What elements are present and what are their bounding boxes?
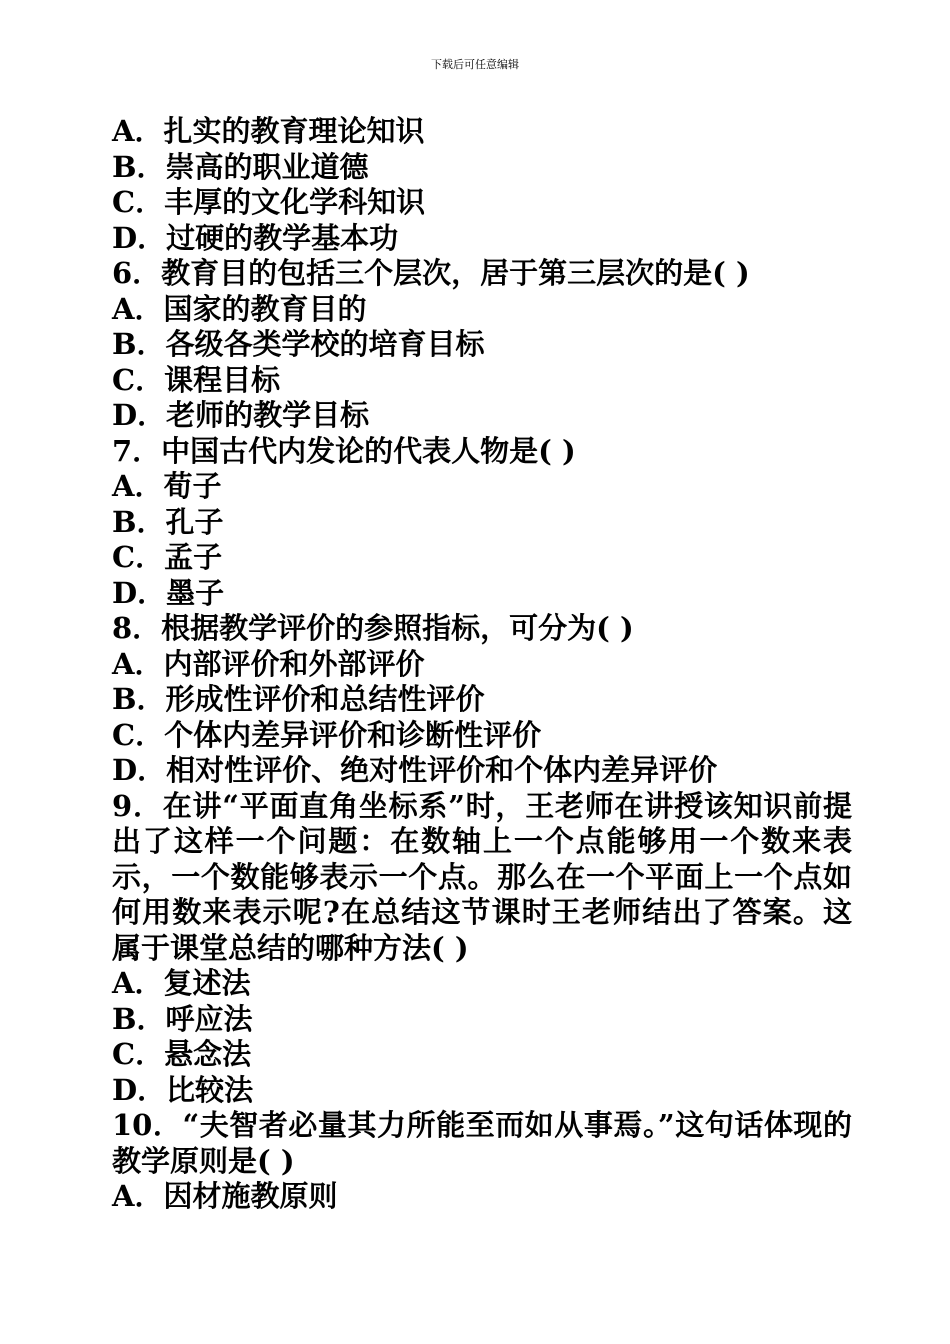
- option-a-q6: A．国家的教育目的: [112, 291, 367, 326]
- option-a-q10: A．因材施教原则: [112, 1179, 338, 1213]
- option-d-q9: D．比较法: [112, 1072, 254, 1107]
- option-a-q8: A．内部评价和外部评价: [112, 646, 425, 681]
- option-b-q6: B．各级各类学校的培育目标: [112, 327, 485, 361]
- question-10: 10．“夫智者必量其力所能至而如从事焉。”这句话体现的教学原则是( ): [112, 1108, 852, 1178]
- question-9: 9．在讲“平面直角坐标系”时，王老师在讲授该知识前提出了这样一个问题：在数轴上一个点能够用一个数来表示，一个数能够表示一个点。那么在一个平面上一个点如何用数来表示呢?在总结这节课时王老师结出了答案。这属于课堂总结的哪种方法( ): [112, 788, 852, 965]
- option-a-q5: A．扎实的教育理论知识: [112, 114, 425, 148]
- page-header: 下载后可任意编辑: [431, 58, 519, 71]
- option-c-q5: C．丰厚的文化学科知识: [112, 185, 426, 219]
- option-d-q5: D．过硬的教学基本功: [112, 220, 399, 255]
- question-7: 7．中国古代内发论的代表人物是( ): [112, 433, 576, 468]
- question-6: 6．教育目的包括三个层次，居于第三层次的是( ): [112, 256, 750, 290]
- option-a-q7: A．荀子: [112, 469, 222, 503]
- option-c-q6: C．课程目标: [112, 362, 281, 397]
- option-d-q7: D．墨子: [112, 575, 225, 610]
- option-d-q8: D．相对性评价、绝对性评价和个体内差异评价: [112, 753, 718, 787]
- option-b-q5: B．崇高的职业道德: [112, 149, 369, 184]
- option-c-q8: C．个体内差异评价和诊断性评价: [112, 717, 542, 752]
- option-b-q9: B．呼应法: [112, 1001, 253, 1036]
- option-d-q6: D．老师的教学目标: [112, 398, 370, 432]
- option-b-q8: B．形成性评价和总结性评价: [112, 682, 485, 716]
- document-body: [112, 114, 852, 1215]
- option-a-q9: A．复述法: [112, 966, 251, 1000]
- question-8: 8．根据教学评价的参照指标，可分为( ): [112, 611, 634, 645]
- option-c-q9: C．悬念法: [112, 1037, 252, 1071]
- option-c-q7: C．孟子: [112, 540, 223, 574]
- option-b-q7: B．孔子: [112, 504, 224, 539]
